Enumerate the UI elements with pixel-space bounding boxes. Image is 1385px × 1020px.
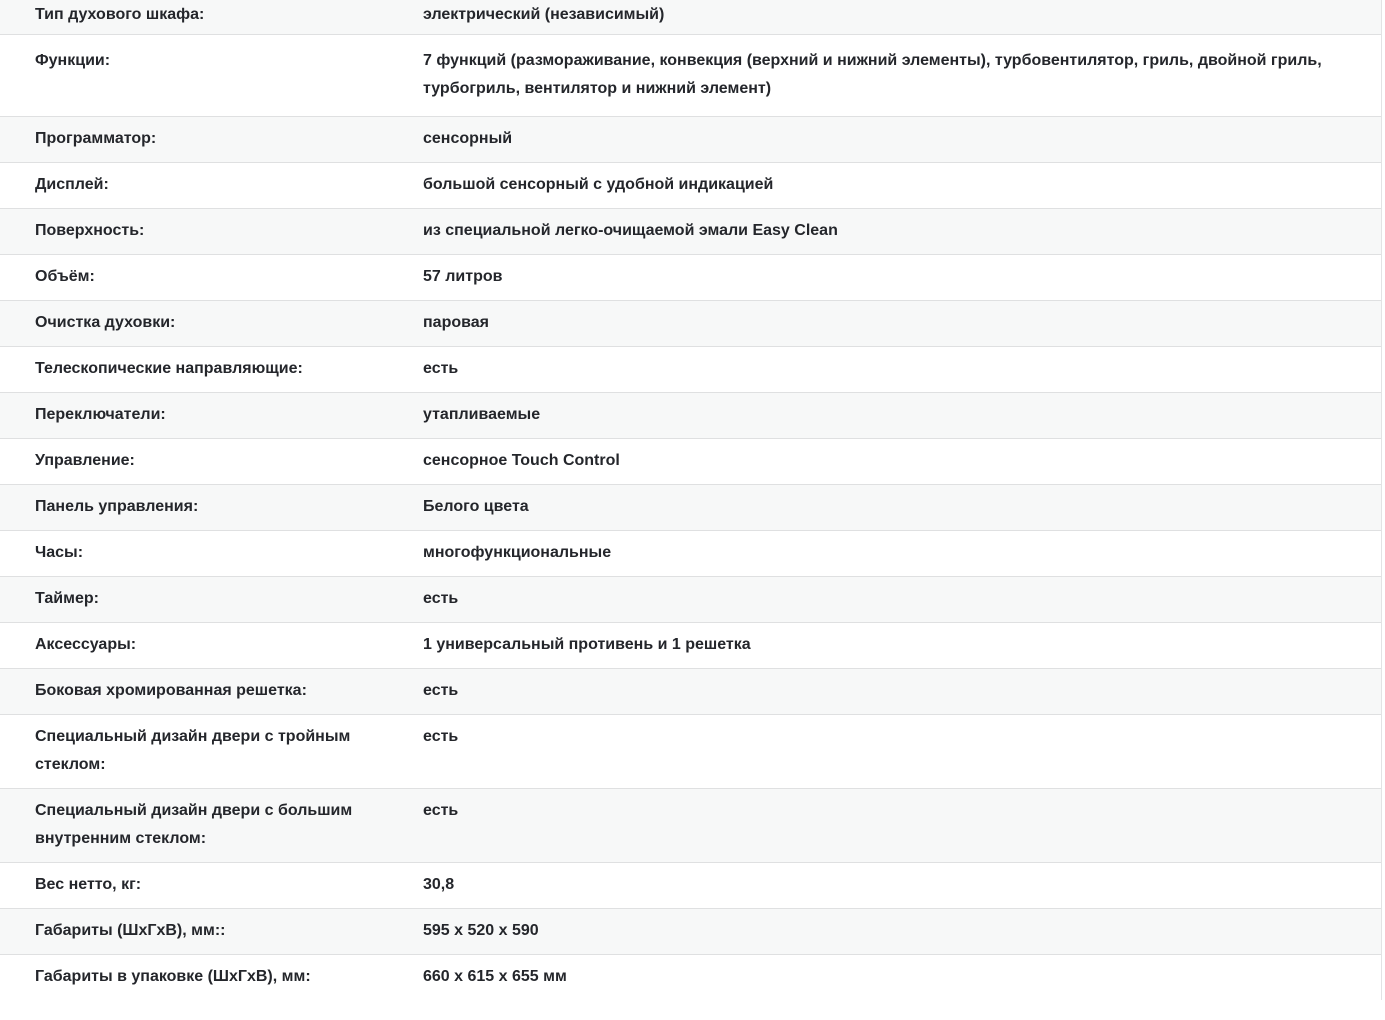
spec-value: многофункциональные [423,544,612,561]
spec-row-volume [0,255,1381,301]
spec-value: большой сенсорный с удобной индикацией [423,176,774,193]
spec-row-dimensions [0,909,1381,955]
spec-row-packed-dimensions [0,955,1381,1000]
spec-label: Боковая хромированная решетка: [35,682,307,699]
spec-label: Тип духового шкафа: [35,6,205,23]
spec-label: Управление: [35,452,135,469]
spec-row-triple-glass-door [0,715,1381,789]
spec-value: 1 универсальный противень и 1 решетка [423,636,751,653]
spec-row-clock [0,531,1381,577]
spec-label: Телескопические направляющие: [35,360,303,377]
spec-value: 30,8 [423,876,455,893]
spec-value: 57 литров [423,268,503,285]
spec-value: 660 x 615 x 655 мм [423,968,567,985]
spec-value: Белого цвета [423,498,529,515]
spec-value: 7 функций (размораживание, конвекция (верхний и нижний элементы), турбовентилятор, гриль, двойной гриль, турбогриль, вентилятор и нижний элемент) [423,52,1322,97]
spec-value: из специальной легко-очищаемой эмали Easy Clean [423,222,838,239]
spec-row-control-panel [0,485,1381,531]
spec-value: 595 x 520 x 590 [423,922,539,939]
spec-row-timer [0,577,1381,623]
spec-label: Вес нетто, кг: [35,876,142,893]
spec-row-cleaning [0,301,1381,347]
spec-value: сенсорный [423,130,513,147]
spec-label: Поверхность: [35,222,145,239]
spec-label: Аксессуары: [35,636,137,653]
spec-label: Функции: [35,52,111,69]
spec-label: Часы: [35,544,84,561]
spec-row-large-inner-glass-door [0,789,1381,863]
spec-label: Специальный дизайн двери с тройным стеклом: [35,728,351,773]
spec-label: Дисплей: [35,176,109,193]
spec-row-telescopic-rails [0,347,1381,393]
spec-label: Переключатели: [35,406,166,423]
spec-value: есть [423,728,459,745]
spec-value: сенсорное Touch Control [423,452,620,469]
spec-value: есть [423,682,459,699]
spec-label: Программатор: [35,130,157,147]
spec-label: Габариты (ШхГхВ), мм:: [35,922,226,939]
spec-value: паровая [423,314,489,331]
spec-label: Объём: [35,268,95,285]
spec-value: утапливаемые [423,406,541,423]
spec-row-switches [0,393,1381,439]
spec-value: есть [423,590,459,607]
spec-row-net-weight [0,863,1381,909]
spec-row-programmer [0,117,1381,163]
spec-label: Таймер: [35,590,99,607]
spec-row-display [0,163,1381,209]
spec-row-surface [0,209,1381,255]
spec-label: Специальный дизайн двери с большим внутренним стеклом: [35,802,353,847]
spec-row-accessories [0,623,1381,669]
spec-row-side-rack [0,669,1381,715]
spec-value: электрический (независимый) [423,6,665,23]
spec-row-control [0,439,1381,485]
spec-label: Панель управления: [35,498,199,515]
spec-row-functions [0,35,1381,117]
spec-label: Очистка духовки: [35,314,176,331]
spec-value: есть [423,360,459,377]
spec-row-oven-type [0,0,1381,35]
spec-value: есть [423,802,459,819]
spec-label: Габариты в упаковке (ШхГхВ), мм: [35,968,311,985]
